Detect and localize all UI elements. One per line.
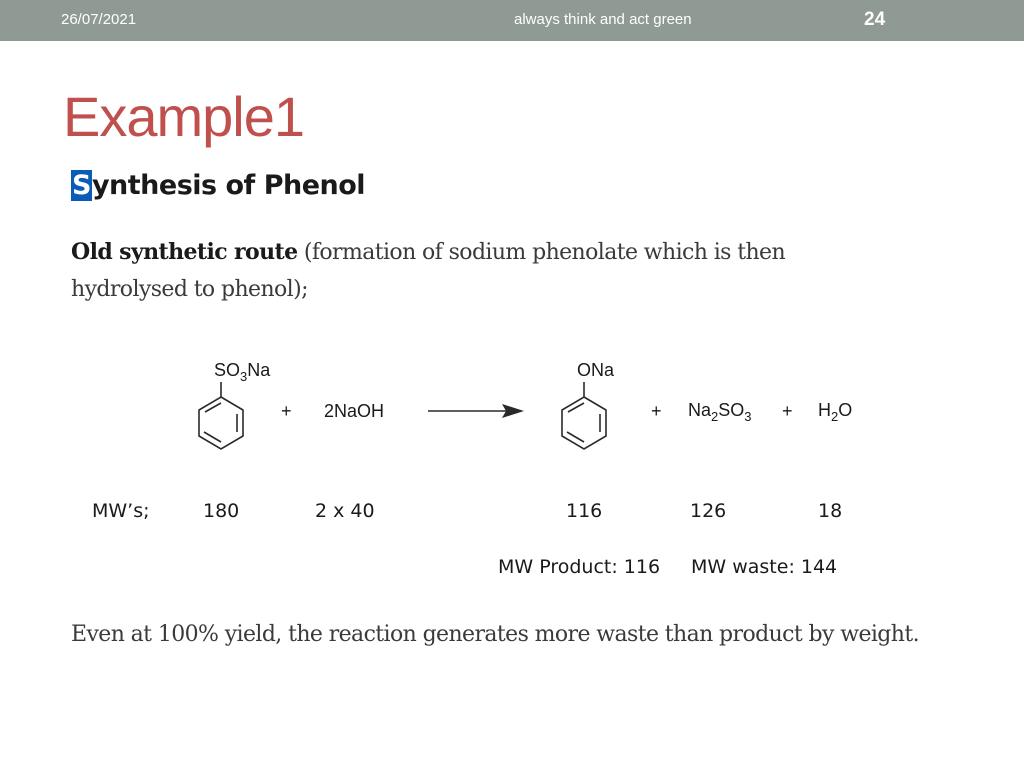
plus-sign-3: + bbox=[782, 401, 793, 421]
benzene-ring-reactant bbox=[199, 382, 243, 449]
plus-sign-2: + bbox=[651, 401, 662, 421]
route-label: Old synthetic route bbox=[71, 239, 298, 265]
reactant-substituent: $SO_3Na$ bbox=[214, 360, 271, 384]
slide-date: 26/07/2021 bbox=[61, 11, 137, 28]
product-substituent: ONa bbox=[577, 360, 615, 380]
route-description bbox=[71, 234, 901, 308]
route-text: (formation of sodium phenolate which is then hydrolysed to phenol); bbox=[71, 240, 786, 302]
byproduct-sodium-sulfite: $Na_2SO_3$ bbox=[688, 400, 752, 424]
mw-value-byproduct1: 126 bbox=[690, 500, 727, 522]
mw-label: MW’s; bbox=[92, 500, 150, 522]
selected-letter: S bbox=[72, 170, 91, 201]
mw-waste-summary: MW waste: 144 bbox=[691, 556, 838, 578]
reaction-scheme bbox=[0, 340, 1024, 500]
header-bar bbox=[0, 0, 1024, 41]
benzene-ring-product bbox=[562, 382, 606, 449]
reaction-arrow bbox=[428, 404, 524, 418]
plus-sign-1: + bbox=[281, 401, 292, 421]
mw-value-reactant: 180 bbox=[203, 500, 240, 522]
mw-value-byproduct2: 18 bbox=[818, 500, 843, 522]
mw-product-summary: MW Product: 116 bbox=[498, 556, 661, 578]
byproduct-water: $H_2O$ bbox=[818, 400, 853, 424]
slide-footer-text: always think and act green bbox=[514, 11, 692, 28]
section-heading-text: ynthesis of Phenol bbox=[91, 170, 366, 201]
reagent-naoh: 2NaOH bbox=[324, 401, 385, 421]
section-heading bbox=[71, 170, 365, 201]
slide-page-number: 24 bbox=[864, 9, 886, 30]
mw-value-reagent: 2 x 40 bbox=[315, 500, 375, 522]
mw-value-product: 116 bbox=[566, 500, 603, 522]
conclusion-text: Even at 100% yield, the reaction generates more waste than product by weight. bbox=[71, 622, 919, 647]
slide-title: Example1 bbox=[63, 85, 305, 148]
